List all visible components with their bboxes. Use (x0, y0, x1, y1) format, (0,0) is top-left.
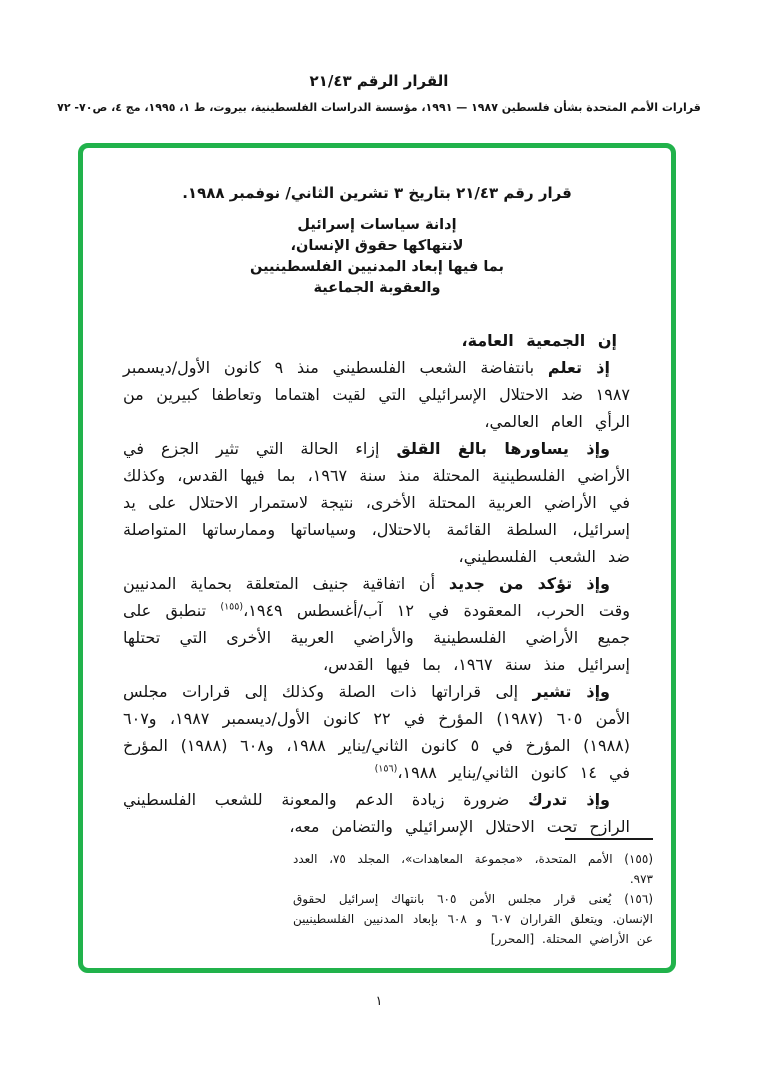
paragraph-lead: إن الجمعية العامة، (461, 331, 617, 350)
body-paragraph (123, 678, 630, 786)
page-number: ١ (375, 994, 383, 1009)
resolution-box (78, 143, 676, 973)
subtitle-line: بما فيها إبعاد المدنيين الفلسطينيين (250, 259, 504, 275)
footnote-separator-rule (565, 838, 653, 840)
resolution-body (123, 327, 630, 840)
body-paragraph (123, 435, 630, 570)
subtitle-line: إدانة سياسات إسرائيل (297, 217, 457, 233)
subtitle-line: والعقوبة الجماعية (313, 280, 441, 296)
footnote-ref: (١٥٦) (374, 763, 398, 775)
body-paragraph (123, 354, 630, 435)
resolution-title: قرار رقم ٢١/٤٣ بتاريخ ٣ تشرين الثاني/ نوفمبر ١٩٨٨. (182, 184, 572, 202)
footnote-area (83, 838, 671, 949)
paragraph-lead: وإذ تشير (532, 682, 610, 701)
footnote: (١٥٦) يُعنى قرار مجلس الأمن ٦٠٥ بانتهاك إسرائيل لحقوق الإنسان. ويتعلق القراران ٦٠٧ و ٦٠٨ بإبعاد المدنيين الفلسطينيين عن الأراضي المحتلة. [المحرر] (293, 892, 653, 946)
paragraph-text: إلى قراراتها ذات الصلة وكذلك إلى قرارات مجلس الأمن ٦٠٥ (١٩٨٧) المؤرخ في ٢٢ كانون الأول/ديسمبر ١٩٨٧، و٦٠٧ (١٩٨٨) المؤرخ في ٥ كانون الثاني/يناير ١٩٨٨، و٦٠٨ (١٩٨٨) المؤرخ في ١٤ كانون الثاني/يناير ١٩٨٨، (123, 682, 630, 782)
resolution-header-title: القرار الرقم ٢١/٤٣ (309, 72, 449, 90)
preamble-opening (123, 327, 630, 354)
resolution-subtitle (83, 215, 671, 299)
paragraph-lead: وإذ تؤكد من جديد (448, 574, 610, 593)
body-paragraph (123, 786, 630, 840)
paragraph-text: تنطبق على جميع الأراضي الفلسطينية والأراضي العربية الأخرى التي تحتلها إسرائيل منذ سنة ١٩٦٧، بما فيها القدس، (123, 601, 630, 674)
paragraph-text: إزاء الحالة التي تثير الجزع في الأراضي الفلسطينية المحتلة منذ سنة ١٩٦٧، بما فيها القدس، وكذلك في الأراضي العربية المحتلة الأخرى، نتيجة لاستمرار الاحتلال على يد إسرائيل، السلطة القائمة بالاحتلال، وسياساتها وممارساتها المتواصلة ضد الشعب الفلسطيني، (123, 439, 631, 566)
body-paragraph (123, 570, 630, 678)
subtitle-line: لانتهاكها حقوق الإنسان، (290, 238, 464, 254)
source-citation: قرارات الأمم المتحدة بشأن فلسطين ١٩٨٧ — ١٩٩١، مؤسسة الدراسات الفلسطينية، بيروت، ط ١، ١٩٩٥، مج ٤، ص٧٠- ٧٢ (57, 101, 701, 114)
paragraph-text: ضرورة زيادة الدعم والمعونة للشعب الفلسطيني الرازح تحت الاحتلال الإسرائيلي والتضامن معه، (123, 790, 630, 836)
paragraph-text: بانتفاضة الشعب الفلسطيني منذ ٩ كانون الأول/ديسمبر ١٩٨٧ ضد الاحتلال الإسرائيلي التي لقيت اهتماما وتعاطفا كبيرين من الرأي العام العالمي، (123, 358, 630, 431)
footnotes (293, 849, 653, 949)
paragraph-lead: وإذ يساورها بالغ القلق (396, 439, 611, 458)
paragraph-lead: إذ تعلم (547, 358, 611, 377)
paragraph-lead: وإذ تدرك (528, 790, 611, 809)
paragraph-text: أن اتفاقية جنيف المتعلقة بحماية المدنيين وقت الحرب، المعقودة في ١٢ آب/أغسطس ١٩٤٩، (123, 574, 630, 620)
footnote: (١٥٥) الأمم المتحدة، «مجموعة المعاهدات»، المجلد ٧٥، العدد ٩٧٣. (293, 852, 653, 886)
footnote-ref: (١٥٥) (220, 601, 244, 613)
